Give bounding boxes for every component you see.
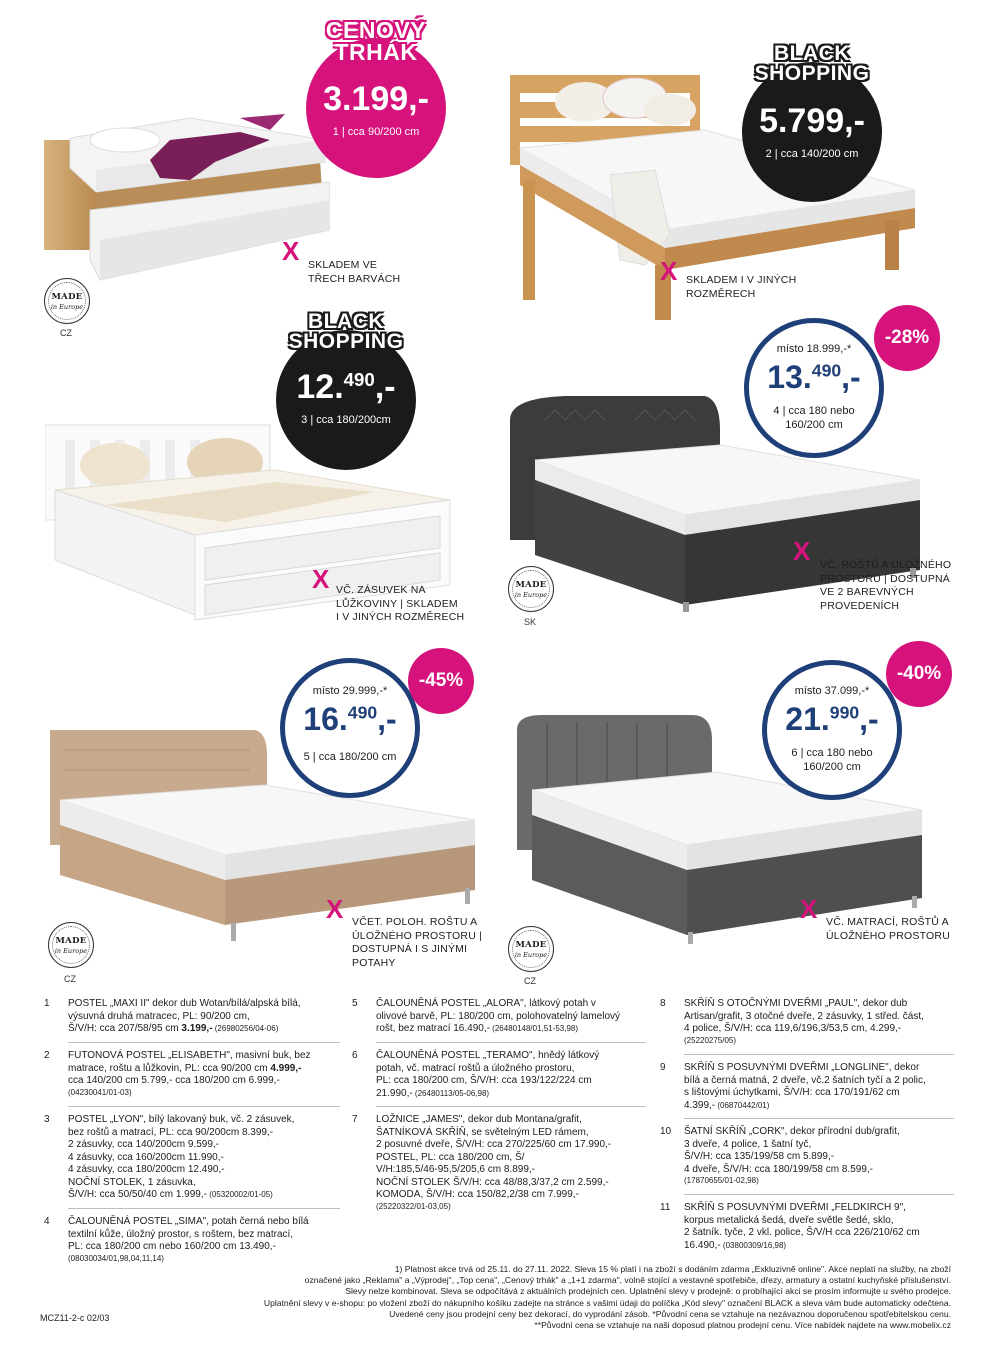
list-separator	[376, 1042, 646, 1043]
x-marker-3: X	[312, 564, 330, 594]
country-code-5: CZ	[64, 974, 76, 984]
list-separator	[376, 1106, 646, 1107]
discount-badge-5: -45%	[408, 648, 474, 714]
price-3: 12.$^{490}$,-	[296, 368, 396, 406]
price-size-4: 4 | cca 180 nebo 160/200 cm	[773, 405, 855, 431]
price-6: 21.$^{990}$,-	[785, 701, 879, 737]
product-note-4: VČ. ROŠTŮ A ÚLOŽNÉHO PROSTORU | DOSTUPNÁ VE 2 BAREVNÝCH PROVEDENÍCH	[820, 559, 952, 612]
country-code-4: SK	[524, 617, 537, 627]
made-in-europe-seal-6: MADE in Europe	[508, 926, 554, 972]
x-marker-6: X	[800, 894, 818, 924]
original-price-5: místo 29.999,-*	[312, 685, 388, 697]
list-separator	[684, 1054, 954, 1055]
product-note-5: VČET. POLOH. ROŠTU A ÚLOŽNÉHO PROSTORU | DOSTUPNÁ I S JINÝMI POTAHY	[352, 916, 483, 969]
original-price-6: místo 37.099,-*	[794, 685, 870, 697]
product-note-2: SKLADEM I V JINÝCH ROZMĚRECH	[686, 274, 797, 300]
country-code-1: CZ	[60, 328, 72, 338]
list-separator	[68, 1042, 340, 1043]
page-id: MCZ11-2-c 02/03	[40, 1313, 110, 1323]
price-5: 16.$^{490}$,-	[303, 701, 397, 737]
discount-badge-6: -40%	[886, 641, 952, 707]
price-size-5: 5 | cca 180/200 cm	[303, 751, 397, 763]
original-price-4: místo 18.999,-*	[776, 343, 852, 355]
country-code-6: CZ	[524, 976, 536, 986]
price-1: 3.199,-	[323, 80, 429, 118]
badge-title-black-shopping-3: BLACK SHOPPING	[288, 310, 404, 353]
product-note-6: VČ. MATRACÍ, ROŠTŮ A ÚLOŽNÉHO PROSTORU	[826, 916, 950, 942]
price-badge-5	[280, 658, 420, 798]
made-in-europe-seal-4: MADE in Europe	[508, 566, 554, 612]
badge-title-black-shopping-2: BLACK SHOPPING	[754, 42, 870, 85]
bed-maxi-illustration	[40, 100, 330, 300]
product-note-1: SKLADEM VE TŘECH BARVÁCH	[308, 259, 401, 285]
price-size-3: 3 | cca 180/200cm	[301, 414, 391, 426]
product-note-3: VČ. ZÁSUVEK NA LŮŽKOVINY | SKLADEM I V JINÝCH ROZMĚRECH	[336, 584, 465, 624]
price-size-1: 1 | cca 90/200 cm	[332, 126, 420, 138]
discount-badge-4: -28%	[874, 305, 940, 371]
x-marker-5: X	[326, 894, 344, 924]
footer-disclaimer: 1) Platnost akce trvá od 25.11. do 27.11. 2022. Sleva 15 % platí i na zboží s dodáním zdarma „Exkluzivně online". Akce neplatí na služby, na zboží označené jako „Reklama" a „Výprodej", „Top cena", „Cenový trhák" a „1+1 zdarma", volně stojící a vestavné spotřebiče, dřezy, armatury a ostatní kuchyňské příslušenství. Slevy nelze kombinovat. Sleva se odpočítává z aktuálních prodejních cen. Uplatnění slevy v prodejně: o probíhající akci se prosím informujte u svého prodejce. Uplatnění slevy v e-shopu: po vložení zboží do nákupního košíku zadejte na stránce s vašimi údaji do políčka „Kód slevy" označení BLACK a sleva vám bude automaticky odečtena. Uvedené ceny jsou prodejní ceny bez dekorací, do vyprodání zásob. *Původní cena se vztahuje na nezávaznou doporučenou spotřebitelskou cenu. **Původní cena se vztahuje na naši doposud platnou prodejní cenu. Více nabídek najdete na www.mobelix.cz	[263, 1264, 951, 1330]
list-separator	[684, 1194, 954, 1195]
made-in-europe-seal-1: MADE in Europe	[44, 278, 90, 324]
price-badge-4	[744, 318, 884, 458]
list-separator	[684, 1118, 954, 1119]
price-size-2: 2 | cca 140/200 cm	[765, 148, 859, 160]
price-2: 5.799,-	[759, 102, 865, 140]
list-separator	[68, 1106, 340, 1107]
list-separator	[68, 1208, 340, 1209]
price-badge-6	[762, 660, 902, 800]
x-marker-1: X	[282, 236, 300, 266]
x-marker-4: X	[793, 536, 811, 566]
price-4: 13.$^{490}$,-	[767, 359, 861, 395]
price-size-6: 6 | cca 180 nebo 160/200 cm	[791, 747, 873, 773]
made-in-europe-seal-5: MADE in Europe	[48, 922, 94, 968]
x-marker-2: X	[660, 256, 678, 286]
badge-title-cenovy-trhak: CENOVÝ TRHÁK	[325, 17, 427, 65]
